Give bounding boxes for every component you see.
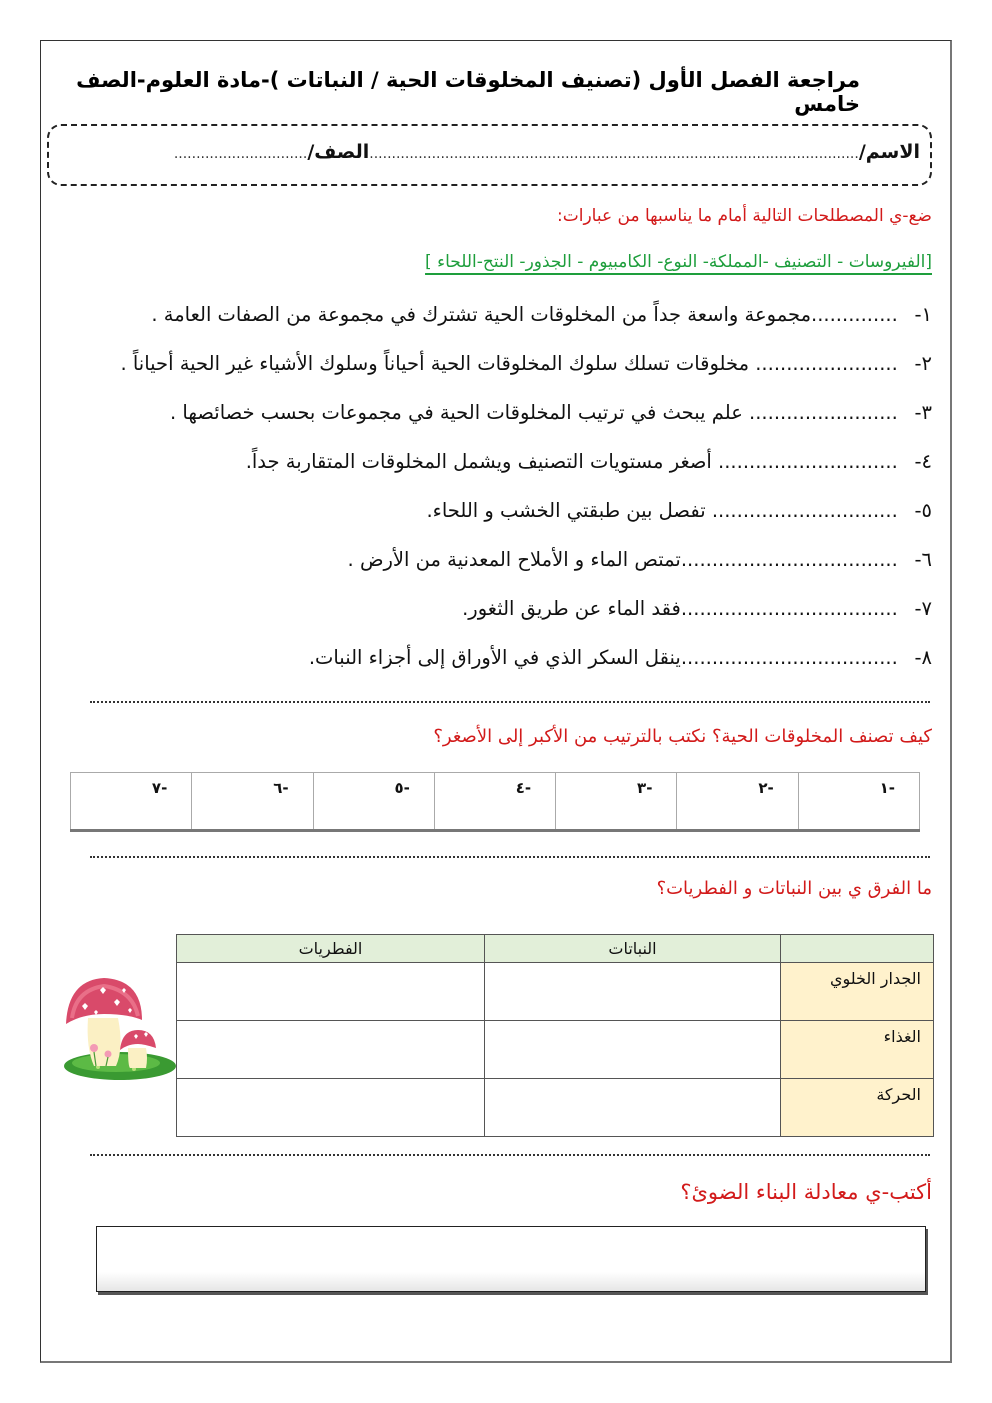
question-text: أصغر مستويات التصنيف ويشمل المخلوقات المتقاربة جداً. [245, 450, 719, 473]
answer-blank[interactable]: ................................... [680, 646, 898, 669]
section-divider [90, 1154, 930, 1160]
row-label-cell-wall: الجدار الخلوي [781, 963, 934, 1021]
order-cell[interactable]: -١ [798, 773, 919, 831]
order-cell[interactable]: -٢ [677, 773, 798, 831]
question-number: ٤- [914, 450, 932, 473]
section2-question: كيف تصنف المخلوقات الحية؟ نكتب بالترتيب من الأكبر إلى الأصغر؟ [433, 726, 932, 747]
row-label-movement: الحركة [781, 1079, 934, 1137]
student-info-line [80, 141, 920, 163]
mushroom-illustration-icon [58, 968, 178, 1088]
name-field[interactable]: .............................................................................................................. [369, 146, 859, 162]
section-divider [90, 856, 930, 862]
question-item [52, 541, 932, 590]
question-number: ١- [914, 303, 932, 326]
question-number: ٦- [914, 548, 932, 571]
column-header-empty [781, 935, 934, 963]
classification-order-table [70, 772, 920, 832]
name-label: الاسم/ [858, 141, 920, 163]
question-text: ينقل السكر الذي في الأوراق إلى أجزاء النبات. [308, 646, 681, 669]
answer-blank[interactable]: ....................... [755, 352, 898, 375]
question-number: ٧- [914, 597, 932, 620]
section3-question: ما الفرق ي بين النباتات و الفطريات؟ [656, 878, 932, 899]
question-text: مجموعة واسعة جداً من المخلوقات الحية تشترك في مجموعة من الصفات العامة . [151, 303, 812, 326]
order-cell[interactable]: -٤ [434, 773, 555, 831]
fill-in-questions [52, 296, 932, 688]
question-item [52, 492, 932, 541]
question-item [52, 345, 932, 394]
question-item [52, 639, 932, 688]
page-title: مراجعة الفصل الأول (تصنيف المخلوقات الحية / النباتات )-مادة العلوم-الصف خامس [76, 68, 860, 116]
section-divider [90, 701, 930, 707]
answer-blank[interactable]: ............................. [718, 450, 898, 473]
answer-blank[interactable]: .............. [811, 303, 898, 326]
class-field[interactable]: .............................. [173, 146, 308, 162]
order-cell[interactable]: -٣ [556, 773, 677, 831]
answer-blank[interactable]: ........................ [749, 401, 898, 424]
table-row [177, 1079, 934, 1137]
fungi-answer-cell[interactable] [177, 1021, 485, 1079]
plants-answer-cell[interactable] [485, 1021, 781, 1079]
fungi-answer-cell[interactable] [177, 963, 485, 1021]
section1-instruction: ضع-ي المصطلحات التالية أمام ما يناسبها من عبارات: [556, 206, 932, 226]
class-label: الصف/ [307, 141, 370, 163]
question-item [52, 394, 932, 443]
section4-question: أكتب-ي معادلة البناء الضوئ؟ [680, 1180, 932, 1204]
plants-answer-cell[interactable] [485, 963, 781, 1021]
question-text: تفصل بين طبقتي الخشب و اللحاء. [426, 499, 712, 522]
answer-blank[interactable]: .............................. [711, 499, 898, 522]
question-number: ٢- [914, 352, 932, 375]
plants-answer-cell[interactable] [485, 1079, 781, 1137]
question-number: ٣- [914, 401, 932, 424]
photosynthesis-answer-box[interactable] [96, 1226, 926, 1292]
question-text: تمتص الماء و الأملاح المعدنية من الأرض . [347, 548, 681, 571]
question-item [52, 296, 932, 345]
fungi-answer-cell[interactable] [177, 1079, 485, 1137]
row-label-food: الغذاء [781, 1021, 934, 1079]
question-item [52, 443, 932, 492]
column-header-plants: النباتات [485, 935, 781, 963]
answer-blank[interactable]: ................................... [680, 597, 898, 620]
column-header-fungi: الفطريات [177, 935, 485, 963]
question-item [52, 590, 932, 639]
order-cell[interactable]: -٥ [313, 773, 434, 831]
question-number: ٨- [914, 646, 932, 669]
table-row [177, 1021, 934, 1079]
question-text: فقد الماء عن طريق الثغور. [462, 597, 681, 620]
plants-fungi-comparison-table [176, 934, 934, 1137]
order-cell[interactable]: -٧ [71, 773, 192, 831]
word-bank: [الفيروسات - التصنيف -المملكة- النوع- الكامبيوم - الجذور- النتح-اللحاء ] [425, 252, 932, 272]
question-text: علم يبحث في ترتيب المخلوقات الحية في مجموعات بحسب خصائصها . [170, 401, 750, 424]
table-row [177, 963, 934, 1021]
question-number: ٥- [914, 499, 932, 522]
answer-blank[interactable]: ................................... [680, 548, 898, 571]
order-cell[interactable]: -٦ [192, 773, 313, 831]
question-text: مخلوقات تسلك سلوك المخلوقات الحية أحياناً وسلوك الأشياء غير الحية أحياناً . [120, 352, 756, 375]
